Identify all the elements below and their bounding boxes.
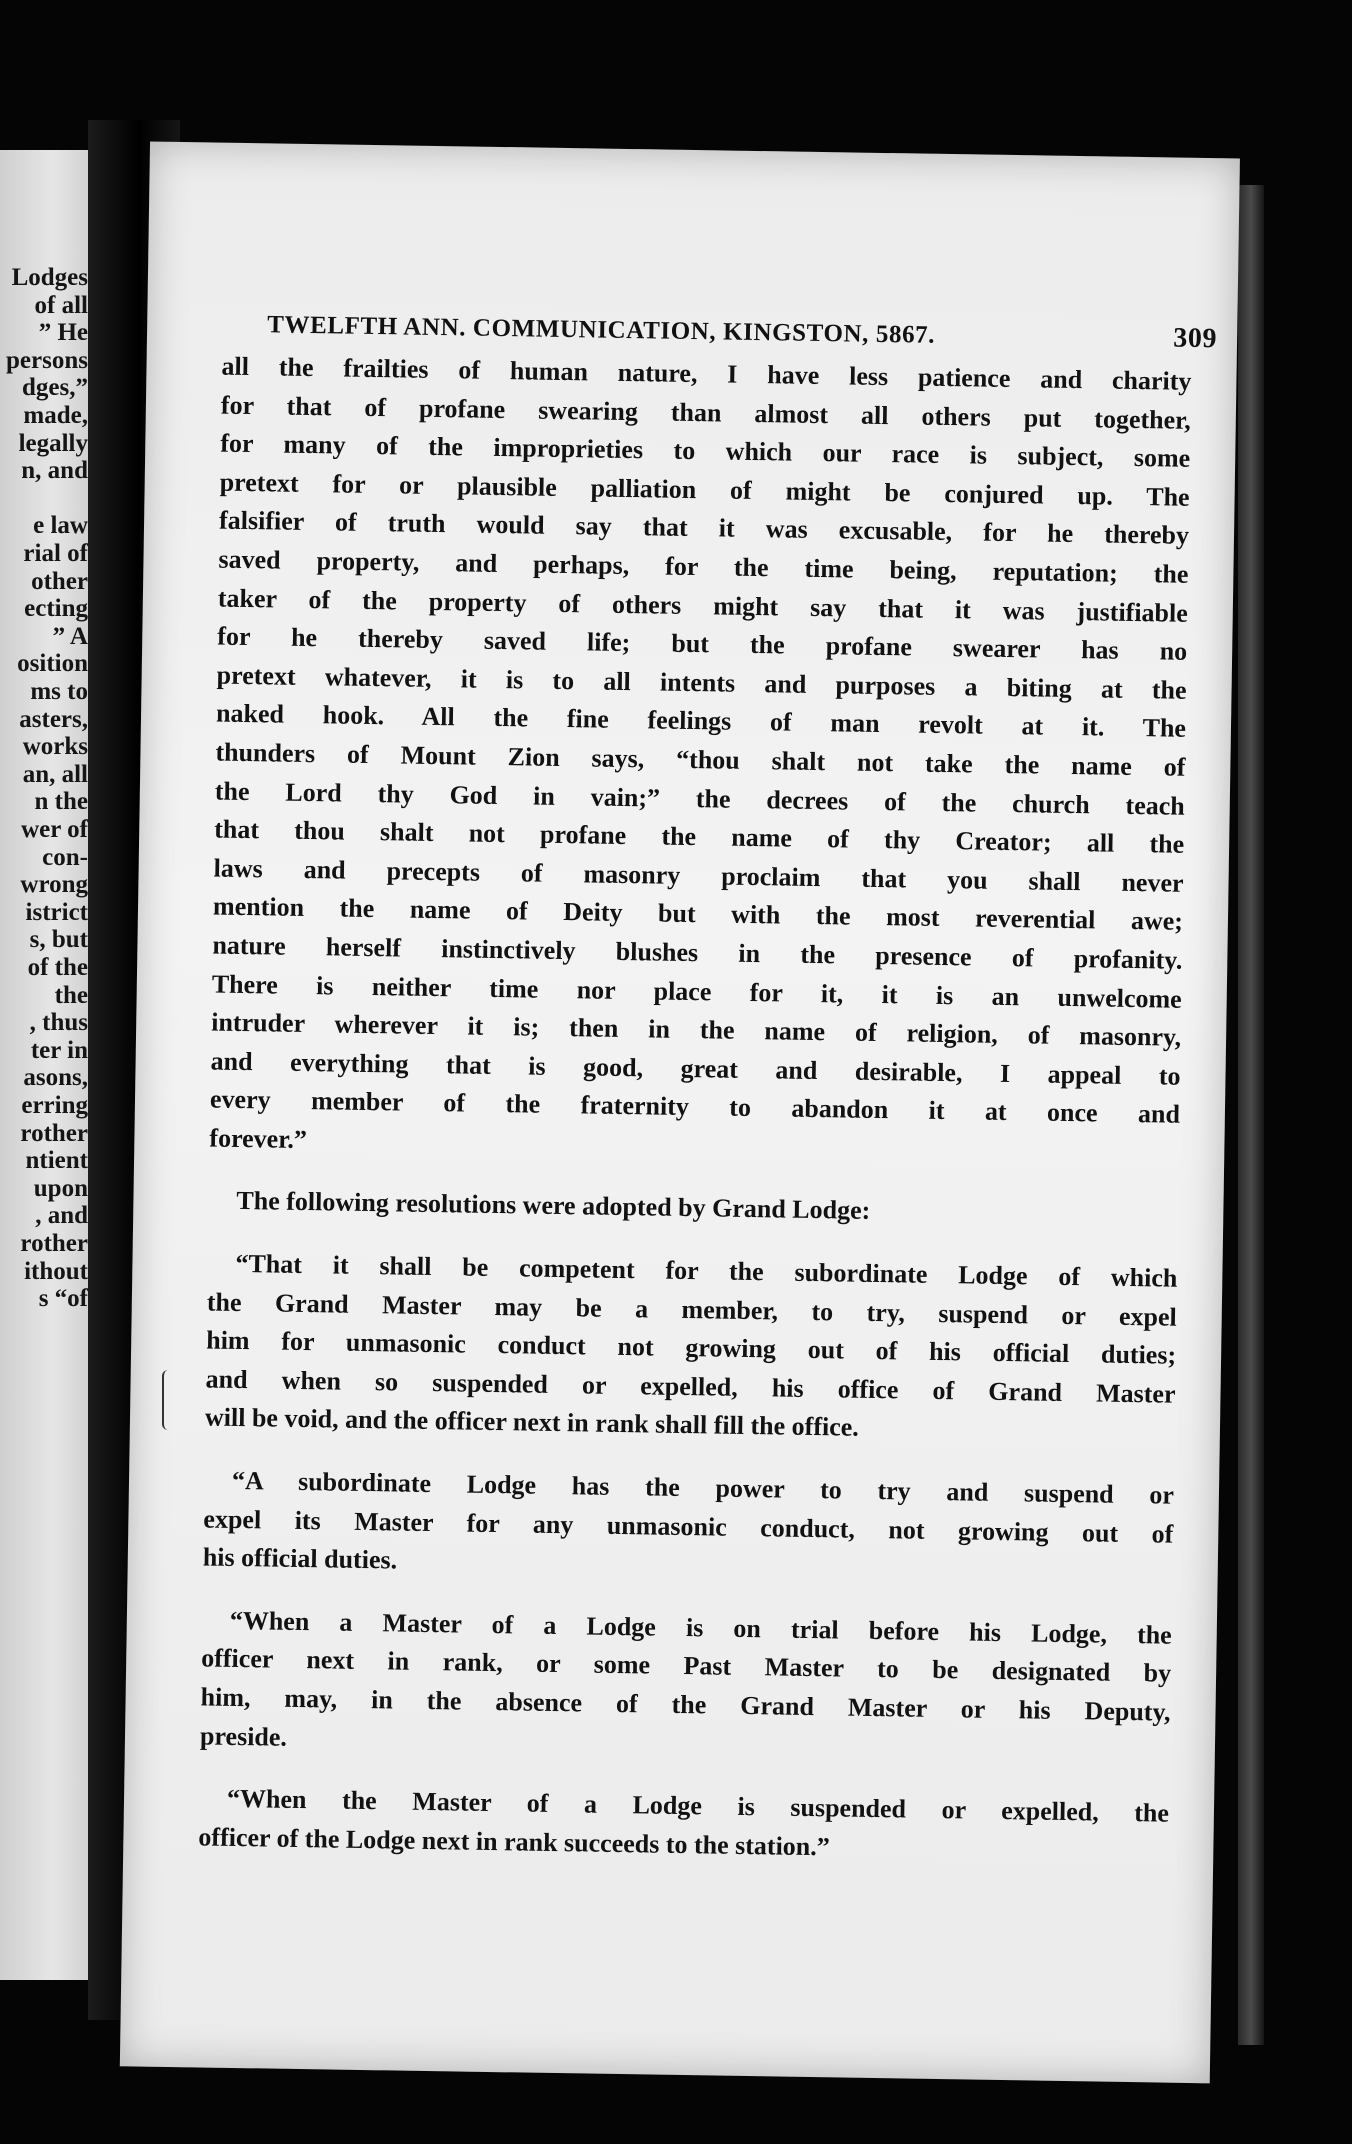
left-page-line: legally (18, 429, 88, 457)
left-page-line: rother (20, 1119, 88, 1147)
text-line: him, may, in the absence of the Grand Master or his Deputy, (200, 1682, 1171, 1727)
text-line: every member of the fraternity to abandon it at once and (209, 1084, 1181, 1130)
text-line: “When the Master of a Lodge is suspended or expelled, the (226, 1784, 1170, 1828)
paragraph (198, 1780, 1169, 1872)
left-page-line: rial of (23, 540, 88, 567)
page-number: 309 (1173, 322, 1218, 355)
text-line: that thou shalt not profane the name of thy Creator; all the (214, 814, 1185, 859)
text-line: “That it shall be competent for the subordinate Lodge of which (235, 1248, 1178, 1293)
left-page-line: ” He (38, 319, 88, 347)
left-page-line: , and (35, 1202, 88, 1230)
text-line: the Lord thy God in vain;” the decrees of the church teach (214, 776, 1185, 821)
text-line: “A subordinate Lodge has the power to try and suspend or (231, 1465, 1175, 1510)
text-line: expel its Master for any unmasonic conduct, not growing out of (203, 1504, 1174, 1549)
left-page-line: other (31, 567, 88, 595)
left-page-line: persons (6, 346, 88, 374)
running-header (267, 308, 1217, 355)
text-line: pretext for or plausible palliation of might be conjured up. The (219, 467, 1190, 512)
left-page-line: n the (34, 788, 88, 816)
right-page (120, 141, 1240, 2083)
running-title: TWELFTH ANN. COMMUNICATION, KINGSTON, 5867. (266, 311, 936, 349)
left-page-line: ” A (52, 622, 88, 650)
text-line: saved property, and perhaps, for the time being, reputation; the (218, 544, 1189, 589)
text-line: The following resolutions were adopted by Grand Lodge: (236, 1186, 871, 1226)
text-line: taker of the property of others might say that it was justifiable (217, 583, 1189, 628)
text-line: for that of profane swearing than almost all others put together, (220, 390, 1192, 435)
left-page-line: ecting (24, 595, 88, 623)
text-line: his official duties. (202, 1542, 398, 1575)
text-line: for many of the improprieties to which our race is subject, some (220, 428, 1191, 474)
text-line: laws and precepts of masonry proclaim that you shall never (213, 853, 1184, 898)
text-line: all the frailties of human nature, I have less patience and charity (221, 351, 1192, 396)
left-page-line: made, (23, 402, 88, 429)
text-line: intruder wherever it is; then in the name of religion, of masonry, (211, 1007, 1182, 1052)
page-body (198, 348, 1192, 1872)
left-page-line: con- (42, 843, 88, 871)
text-line: mention the name of Deity but with the most reverential awe; (212, 891, 1184, 937)
left-page-line: upon (33, 1174, 88, 1202)
left-page-line: e law (33, 512, 88, 540)
left-page-line: wrong (20, 871, 88, 899)
left-page-line: s “of (38, 1285, 88, 1313)
left-page-line: of all (34, 291, 88, 319)
text-line: the Grand Master may be a member, to try, suspend or expel (206, 1287, 1177, 1332)
margin-mark (162, 1370, 174, 1430)
left-page-fragment (0, 150, 88, 1980)
left-page-line: ter in (30, 1036, 88, 1064)
left-page-line: asters, (19, 705, 88, 733)
left-page-line: s, but (29, 926, 88, 954)
left-page-line: asons, (23, 1064, 88, 1092)
paragraph (203, 1461, 1175, 1592)
left-page-line: ntient (25, 1147, 88, 1175)
left-page-line: erring (21, 1092, 88, 1119)
left-page-line: rother (20, 1230, 88, 1257)
text-line: officer of the Lodge next in rank succeeds to the station.” (198, 1822, 831, 1862)
page-edge (1238, 185, 1264, 2045)
text-line: will be void, and the officer next in rank shall fill the office. (204, 1402, 860, 1443)
text-line: nature herself instinctively blushes in the presence of profanity. (212, 930, 1183, 975)
text-line: for he thereby saved life; but the profane swearer has no (217, 621, 1188, 666)
left-page-line: the (54, 981, 88, 1009)
text-line: naked hook. All the fine feelings of man revolt at it. The (215, 698, 1187, 744)
paragraph (209, 348, 1192, 1174)
text-line: preside. (199, 1721, 288, 1752)
left-page-line: n, and (21, 457, 88, 485)
left-page-line: Lodges (11, 264, 88, 291)
text-line: pretext whatever, it is to all intents and purposes a biting at the (216, 660, 1187, 705)
text-line: and everything that is good, great and desirable, I appeal to (210, 1046, 1181, 1091)
left-page-line: osition (17, 650, 88, 678)
left-page-line: istrict (25, 898, 88, 926)
left-page-line: of the (27, 954, 88, 981)
text-line: “When a Master of a Lodge is on trial before his Lodge, the (229, 1605, 1172, 1650)
left-page-line: wer of (21, 816, 88, 843)
text-line: forever.” (209, 1123, 308, 1154)
text-line: officer next in rank, or some Past Master to be designated by (201, 1643, 1172, 1689)
text-line: falsifier of truth would say that it was excusable, for he thereby (218, 505, 1190, 551)
left-page-line: , thus (29, 1009, 88, 1037)
left-page-line: works (22, 733, 88, 761)
left-page-line: an, all (22, 760, 88, 788)
text-line: and when so suspended or expelled, his office of Grand Master (205, 1364, 1176, 1409)
text-line: There is neither time nor place for it, it is an unwelcome (211, 969, 1182, 1014)
paragraph (200, 1601, 1172, 1771)
text-line: thunders of Mount Zion says, “thou shalt not take the name of (215, 737, 1186, 782)
left-page-line: ms to (30, 678, 88, 705)
text-line: him for unmasonic conduct not growing out of his official duties; (206, 1325, 1177, 1370)
paragraph (205, 1245, 1178, 1453)
left-page-line: ithout (24, 1257, 88, 1285)
left-page-line: dges,” (22, 374, 88, 402)
